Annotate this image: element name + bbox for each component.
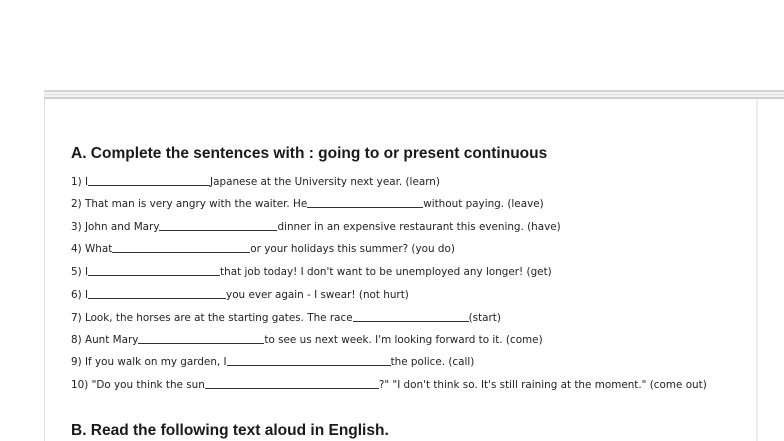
exercise-line-10 [71, 375, 707, 391]
exercise-line-3 [71, 217, 561, 233]
exercise-line-2 [71, 194, 544, 210]
line-7-end: (start) [468, 312, 501, 324]
line-1-start: 1) I [71, 176, 89, 188]
line-4-blank[interactable] [112, 241, 250, 253]
exercise-line-6 [71, 285, 409, 301]
exercise-line-4 [71, 239, 455, 255]
header-rule-inner [44, 94, 784, 95]
line-9-start: 9) If you walk on my garden, I [71, 356, 227, 368]
line-10-start: 10) "Do you think the sun [71, 379, 205, 391]
line-10-blank[interactable] [205, 377, 379, 389]
line-6-start: 6) I [71, 289, 89, 301]
line-9-blank[interactable] [227, 354, 391, 366]
section-a-heading: A. Complete the sentences with : going to or present continuous [71, 145, 548, 162]
line-1-end: Japanese at the University next year. (learn) [210, 176, 440, 188]
line-2-blank[interactable] [307, 196, 423, 208]
line-2-start: 2) That man is very angry with the waiter. He [71, 198, 308, 210]
header-rule [44, 90, 784, 99]
line-9-end: the police. (call) [390, 356, 475, 368]
section-b-heading: B. Read the following text aloud in English. [71, 422, 389, 439]
line-5-start: 5) I [71, 266, 89, 278]
line-3-blank[interactable] [159, 219, 277, 231]
line-5-blank[interactable] [88, 264, 220, 276]
line-8-end: to see us next week. I'm looking forward to it. (come) [264, 334, 543, 346]
line-6-end: you ever again - I swear! (not hurt) [226, 289, 409, 301]
line-7-start: 7) Look, the horses are at the starting gates. The race [71, 312, 353, 324]
line-1-blank[interactable] [88, 174, 210, 186]
line-10-end: ?" "I don't think so. It's still raining at the moment." (come out) [378, 379, 707, 391]
line-3-end: dinner in an expensive restaurant this evening. (have) [277, 221, 561, 233]
line-4-start: 4) What [71, 243, 113, 255]
line-2-end: without paying. (leave) [423, 198, 544, 210]
page-right-edge [756, 99, 758, 441]
exercise-line-7 [71, 308, 501, 324]
page-left-edge [44, 99, 45, 441]
exercise-line-8 [71, 330, 543, 346]
line-8-start: 8) Aunt Mary [71, 334, 139, 346]
exercise-line-5 [71, 262, 552, 278]
line-8-blank[interactable] [138, 332, 264, 344]
line-3-start: 3) John and Mary [71, 221, 160, 233]
line-4-end: or your holidays this summer? (you do) [250, 243, 455, 255]
exercise-line-9 [71, 352, 474, 368]
line-5-end: that job today! I don't want to be unemployed any longer! (get) [220, 266, 552, 278]
exercise-line-1 [71, 172, 440, 188]
line-7-blank[interactable] [353, 310, 469, 322]
line-6-blank[interactable] [88, 287, 226, 299]
